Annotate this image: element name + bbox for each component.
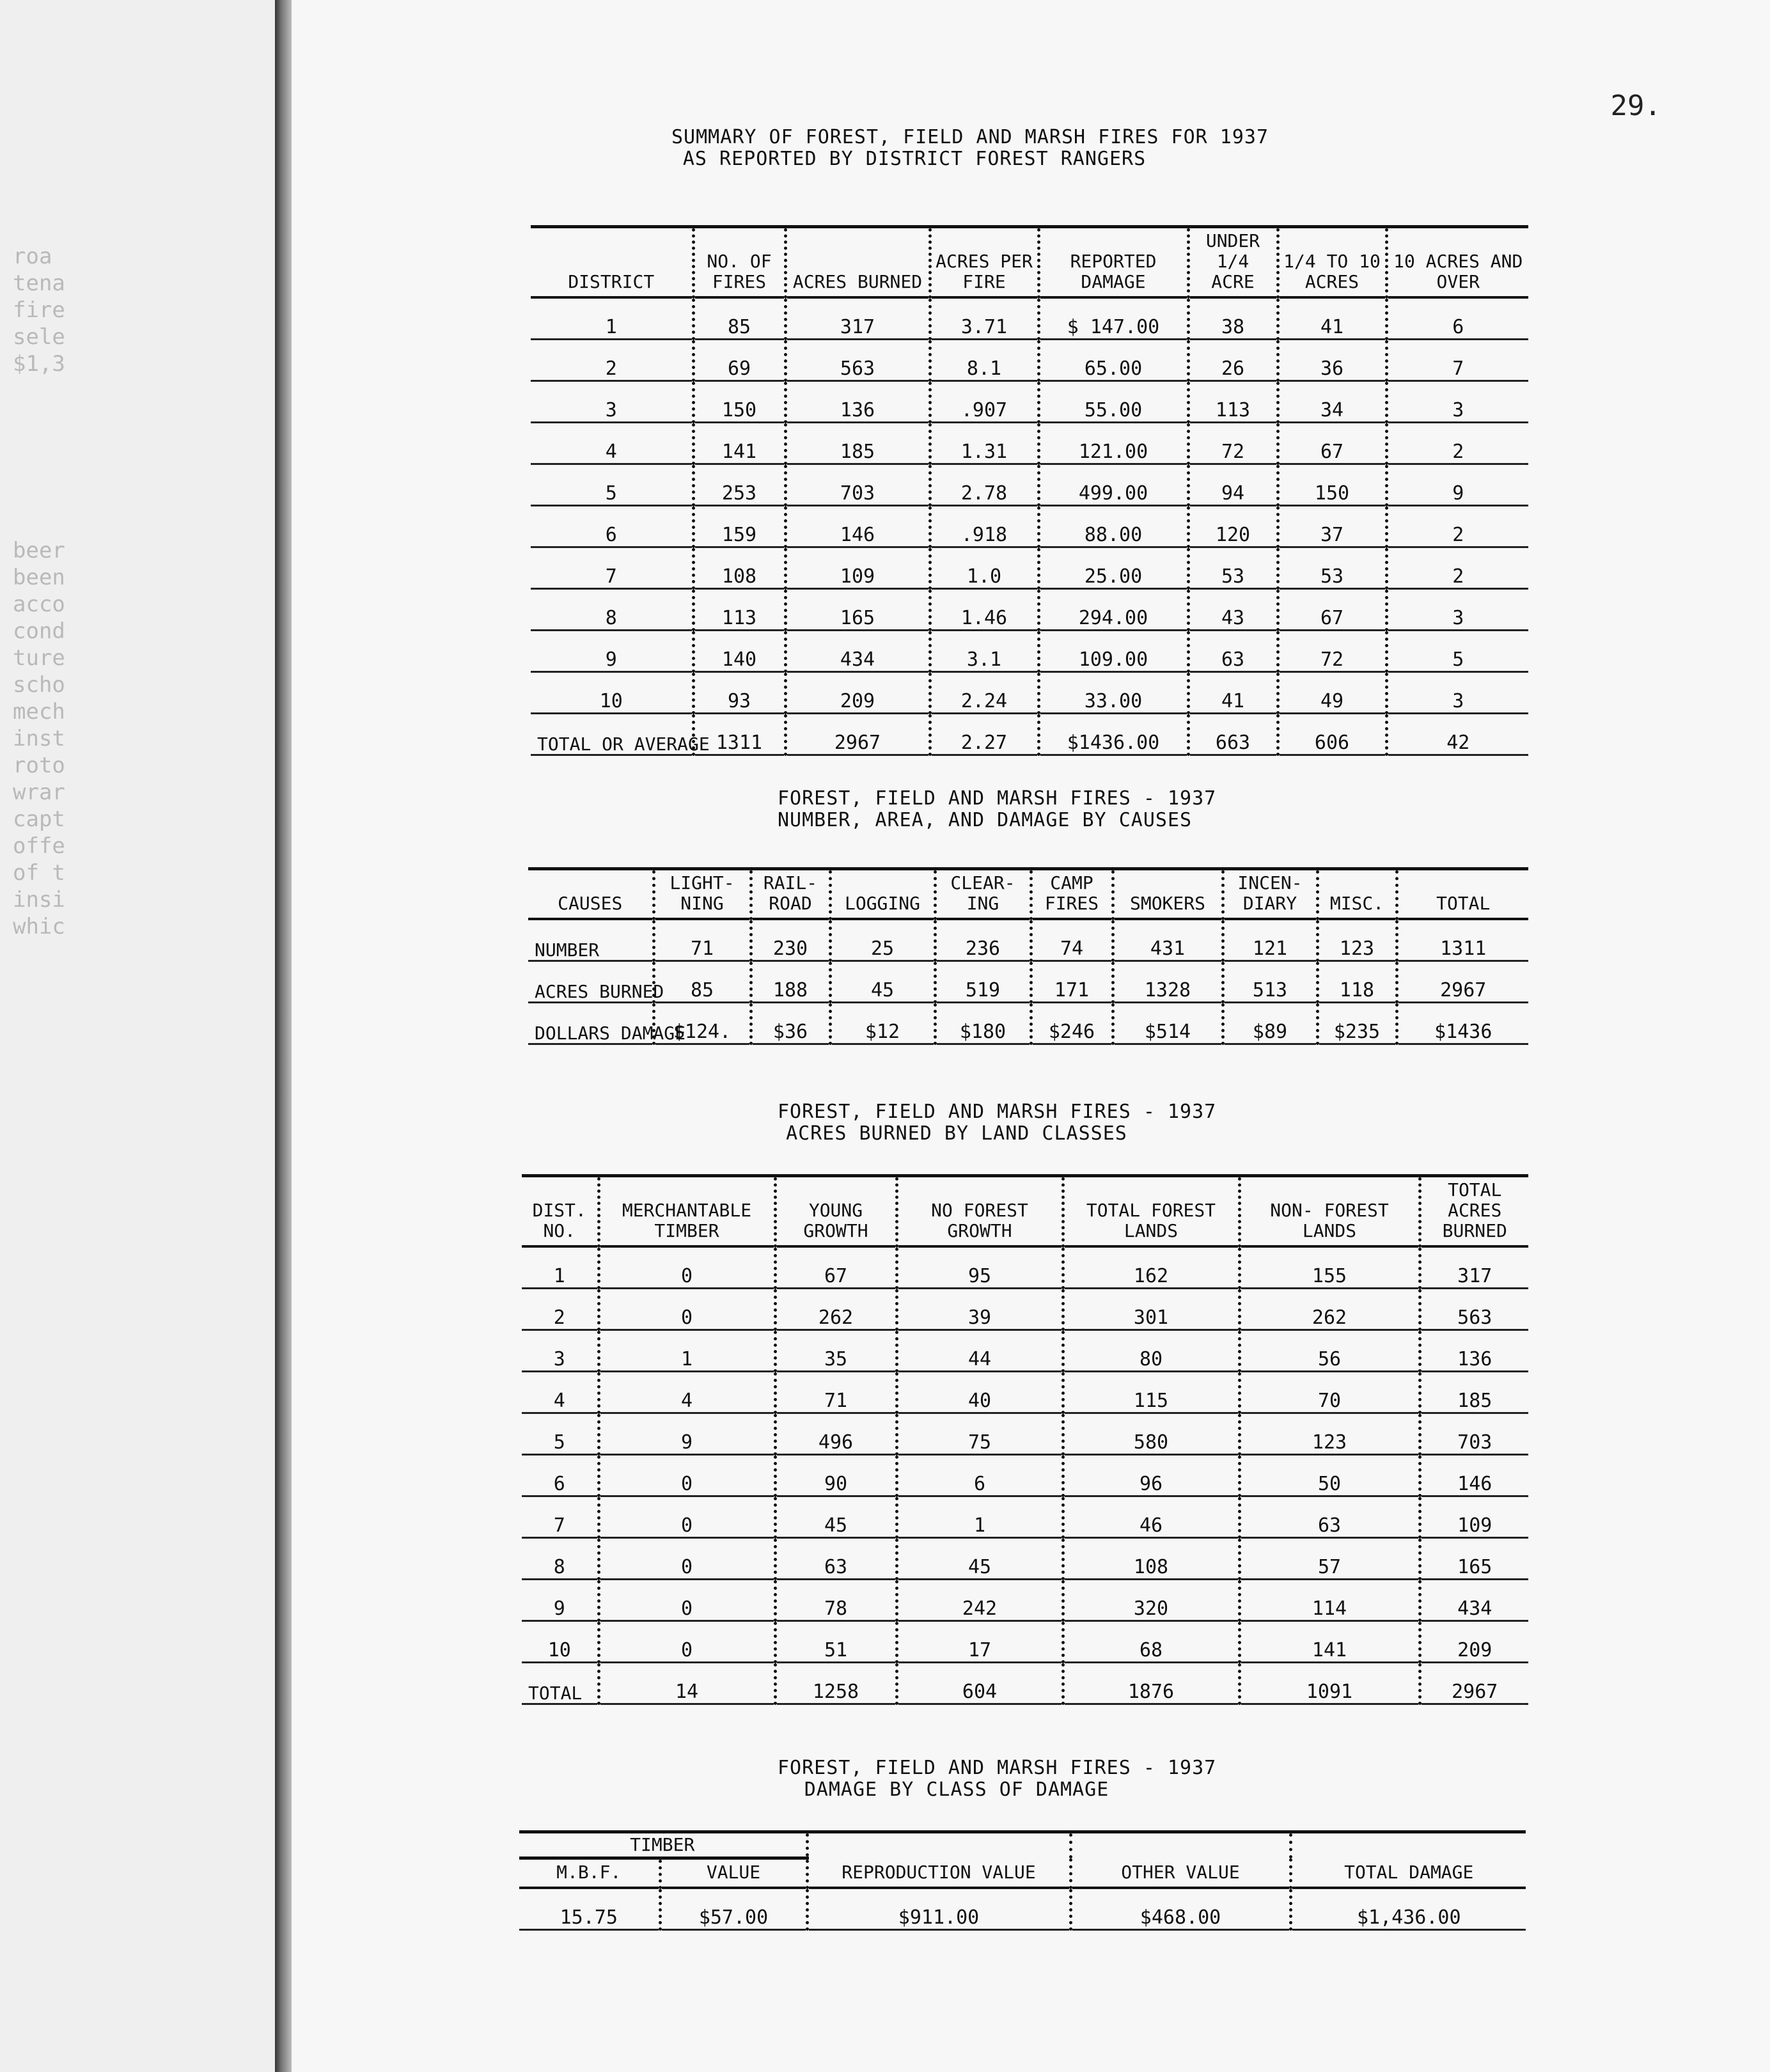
causes-cell: $246 xyxy=(1031,1003,1113,1044)
summary-cell: 3.1 xyxy=(930,631,1038,672)
summary-cell: 88.00 xyxy=(1038,506,1188,547)
table-row xyxy=(522,1538,1528,1580)
summary-cell: 159 xyxy=(693,506,785,547)
land-header-6: TOTAL ACRES BURNED xyxy=(1420,1176,1528,1247)
summary-cell: 63 xyxy=(1188,631,1278,672)
land-row-label: 10 xyxy=(522,1621,599,1663)
summary-cell: 72 xyxy=(1278,631,1386,672)
causes-title xyxy=(778,787,1217,831)
table-row xyxy=(522,1289,1528,1330)
summary-cell: 2.24 xyxy=(930,672,1038,714)
summary-cell: 434 xyxy=(785,631,930,672)
land-cell: 1876 xyxy=(1063,1663,1239,1704)
land-row-label: 9 xyxy=(522,1580,599,1621)
land-cell: 434 xyxy=(1420,1580,1528,1621)
summary-cell: .918 xyxy=(930,506,1038,547)
table-row xyxy=(531,297,1528,340)
land-cell: 67 xyxy=(775,1246,897,1289)
summary-cell: 94 xyxy=(1188,464,1278,506)
land-cell: 0 xyxy=(599,1496,775,1538)
land-row-label: 6 xyxy=(522,1455,599,1496)
damage-title-line2: DAMAGE BY CLASS OF DAMAGE xyxy=(804,1778,1109,1801)
summary-cell: 150 xyxy=(1278,464,1386,506)
summary-cell: 146 xyxy=(785,506,930,547)
causes-table xyxy=(528,867,1528,1045)
summary-header-0: DISTRICT xyxy=(531,227,693,298)
land-row-label: TOTAL xyxy=(522,1663,599,1704)
summary-cell: 2 xyxy=(1386,547,1528,589)
land-cell: 51 xyxy=(775,1621,897,1663)
table-row xyxy=(531,631,1528,672)
land-cell: 4 xyxy=(599,1372,775,1413)
summary-row-label: 1 xyxy=(531,297,693,340)
land-cell: 0 xyxy=(599,1289,775,1330)
causes-cell: $1436 xyxy=(1397,1003,1528,1044)
causes-cell: 2967 xyxy=(1397,961,1528,1003)
summary-row-label: 8 xyxy=(531,589,693,631)
land-cell: 123 xyxy=(1239,1413,1420,1455)
adjacent-page-strip xyxy=(0,0,281,2072)
table-row xyxy=(522,1330,1528,1372)
summary-cell: 5 xyxy=(1386,631,1528,672)
causes-title-line2: NUMBER, AREA, AND DAMAGE BY CAUSES xyxy=(778,809,1193,831)
damage-header-mbf: M.B.F. xyxy=(519,1858,660,1888)
land-cell: 1258 xyxy=(775,1663,897,1704)
causes-cell: 188 xyxy=(751,961,830,1003)
summary-cell: 294.00 xyxy=(1038,589,1188,631)
land-cell: 563 xyxy=(1420,1289,1528,1330)
land-cell: 320 xyxy=(1063,1580,1239,1621)
summary-header-1: NO. OF FIRES xyxy=(693,227,785,298)
land-cell: 155 xyxy=(1239,1246,1420,1289)
causes-cell: 230 xyxy=(751,919,830,961)
causes-cell: 123 xyxy=(1317,919,1397,961)
causes-row-label: NUMBER xyxy=(528,919,654,961)
summary-cell: 37 xyxy=(1278,506,1386,547)
land-title xyxy=(778,1101,1217,1145)
summary-body xyxy=(531,297,1528,755)
land-cell: 71 xyxy=(775,1372,897,1413)
land-title-line2: ACRES BURNED BY LAND CLASSES xyxy=(786,1122,1127,1145)
summary-cell: 108 xyxy=(693,547,785,589)
summary-cell: 165 xyxy=(785,589,930,631)
summary-cell: 113 xyxy=(693,589,785,631)
causes-header-0: CAUSES xyxy=(528,869,654,920)
land-cell: 242 xyxy=(897,1580,1063,1621)
summary-row-label: 5 xyxy=(531,464,693,506)
land-cell: 57 xyxy=(1239,1538,1420,1580)
land-cell: 262 xyxy=(775,1289,897,1330)
summary-cell: 703 xyxy=(785,464,930,506)
causes-row-label: ACRES BURNED xyxy=(528,961,654,1003)
summary-title-line2: AS REPORTED BY DISTRICT FOREST RANGERS xyxy=(682,148,1147,170)
land-cell: 6 xyxy=(897,1455,1063,1496)
summary-cell: 1.46 xyxy=(930,589,1038,631)
bleed-through-text-upper: roa tena fire sele $1,3 xyxy=(13,244,65,377)
table-row xyxy=(531,423,1528,464)
table-row xyxy=(531,340,1528,381)
table-row xyxy=(522,1663,1528,1704)
damage-cell: $468.00 xyxy=(1070,1888,1290,1930)
summary-cell: 93 xyxy=(693,672,785,714)
summary-table xyxy=(531,225,1528,756)
land-cell: 50 xyxy=(1239,1455,1420,1496)
summary-cell: 113 xyxy=(1188,381,1278,423)
land-header-2: YOUNG GROWTH xyxy=(775,1176,897,1247)
table-row xyxy=(531,464,1528,506)
summary-cell: 253 xyxy=(693,464,785,506)
causes-body xyxy=(528,919,1528,1044)
summary-cell: 120 xyxy=(1188,506,1278,547)
summary-cell: 53 xyxy=(1278,547,1386,589)
summary-cell: 663 xyxy=(1188,714,1278,755)
summary-row-label: 2 xyxy=(531,340,693,381)
summary-cell: 2.78 xyxy=(930,464,1038,506)
land-cell: 162 xyxy=(1063,1246,1239,1289)
summary-cell: 1311 xyxy=(693,714,785,755)
land-header-5: NON- FOREST LANDS xyxy=(1239,1176,1420,1247)
causes-cell: 25 xyxy=(830,919,935,961)
bleed-through-text-lower: beer been acco cond ture scho mech inst roto wrar capt offe of t insi whic xyxy=(13,538,65,939)
land-row-label: 7 xyxy=(522,1496,599,1538)
summary-header-5: UNDER 1/4 ACRE xyxy=(1188,227,1278,298)
summary-cell: 185 xyxy=(785,423,930,464)
land-cell: 78 xyxy=(775,1580,897,1621)
summary-header-6: 1/4 TO 10 ACRES xyxy=(1278,227,1386,298)
land-cell: 108 xyxy=(1063,1538,1239,1580)
land-cell: 40 xyxy=(897,1372,1063,1413)
land-cell: 80 xyxy=(1063,1330,1239,1372)
land-cell: 262 xyxy=(1239,1289,1420,1330)
causes-cell: 519 xyxy=(935,961,1031,1003)
land-cell: 68 xyxy=(1063,1621,1239,1663)
table-row xyxy=(531,506,1528,547)
summary-title xyxy=(671,126,1269,170)
causes-cell: 1311 xyxy=(1397,919,1528,961)
summary-cell: 36 xyxy=(1278,340,1386,381)
land-cell: 0 xyxy=(599,1580,775,1621)
land-cell: 17 xyxy=(897,1621,1063,1663)
page-number: 29. xyxy=(1610,90,1661,122)
summary-header-row xyxy=(531,227,1528,298)
damage-table xyxy=(519,1830,1526,1931)
causes-header-7: INCEN- DIARY xyxy=(1223,869,1317,920)
land-cell: 35 xyxy=(775,1330,897,1372)
summary-row-label: 10 xyxy=(531,672,693,714)
causes-cell: $36 xyxy=(751,1003,830,1044)
causes-header-6: SMOKERS xyxy=(1113,869,1223,920)
land-header-4: TOTAL FOREST LANDS xyxy=(1063,1176,1239,1247)
summary-cell: 72 xyxy=(1188,423,1278,464)
summary-row-label: 3 xyxy=(531,381,693,423)
table-row xyxy=(531,714,1528,755)
causes-cell: $514 xyxy=(1113,1003,1223,1044)
summary-cell: 8.1 xyxy=(930,340,1038,381)
summary-cell: 109.00 xyxy=(1038,631,1188,672)
summary-cell: 150 xyxy=(693,381,785,423)
summary-cell: .907 xyxy=(930,381,1038,423)
table-row xyxy=(522,1621,1528,1663)
summary-cell: 3 xyxy=(1386,672,1528,714)
summary-header-4: REPORTED DAMAGE xyxy=(1038,227,1188,298)
table-row xyxy=(528,919,1528,961)
summary-cell: 317 xyxy=(785,297,930,340)
causes-cell: $89 xyxy=(1223,1003,1317,1044)
summary-cell: 141 xyxy=(693,423,785,464)
damage-header-total: TOTAL DAMAGE xyxy=(1290,1832,1526,1888)
land-cell: 317 xyxy=(1420,1246,1528,1289)
summary-header-7: 10 ACRES AND OVER xyxy=(1386,227,1528,298)
land-cell: 44 xyxy=(897,1330,1063,1372)
summary-cell: 2967 xyxy=(785,714,930,755)
land-cell: 96 xyxy=(1063,1455,1239,1496)
land-cell: 1 xyxy=(599,1330,775,1372)
causes-cell: 121 xyxy=(1223,919,1317,961)
land-cell: 185 xyxy=(1420,1372,1528,1413)
land-cell: 63 xyxy=(1239,1496,1420,1538)
land-row-label: 1 xyxy=(522,1246,599,1289)
summary-row-label: 6 xyxy=(531,506,693,547)
table-row xyxy=(528,1003,1528,1044)
summary-cell: 1.31 xyxy=(930,423,1038,464)
summary-cell: 25.00 xyxy=(1038,547,1188,589)
land-cell: 115 xyxy=(1063,1372,1239,1413)
table-row xyxy=(522,1496,1528,1538)
causes-cell: 513 xyxy=(1223,961,1317,1003)
land-cell: 45 xyxy=(897,1538,1063,1580)
book-binding-edge xyxy=(275,0,292,2072)
summary-title-line1: SUMMARY OF FOREST, FIELD AND MARSH FIRES FOR 1937 xyxy=(671,126,1269,148)
causes-header-8: MISC. xyxy=(1317,869,1397,920)
land-header-3: NO FOREST GROWTH xyxy=(897,1176,1063,1247)
causes-cell: 171 xyxy=(1031,961,1113,1003)
land-cell: 95 xyxy=(897,1246,1063,1289)
summary-cell: 41 xyxy=(1188,672,1278,714)
land-title-line1: FOREST, FIELD AND MARSH FIRES - 1937 xyxy=(778,1101,1217,1123)
land-cell: 580 xyxy=(1063,1413,1239,1455)
causes-cell: 71 xyxy=(654,919,751,961)
summary-header-2: ACRES BURNED xyxy=(785,227,930,298)
summary-cell: 67 xyxy=(1278,589,1386,631)
land-cell: 45 xyxy=(775,1496,897,1538)
causes-cell: 431 xyxy=(1113,919,1223,961)
damage-title xyxy=(778,1757,1217,1801)
land-row-label: 2 xyxy=(522,1289,599,1330)
causes-header-4: CLEAR- ING xyxy=(935,869,1031,920)
summary-cell: 85 xyxy=(693,297,785,340)
causes-cell: $12 xyxy=(830,1003,935,1044)
table-row xyxy=(522,1246,1528,1289)
table-row xyxy=(528,961,1528,1003)
table-row xyxy=(531,672,1528,714)
summary-cell: 42 xyxy=(1386,714,1528,755)
land-cell: 90 xyxy=(775,1455,897,1496)
summary-cell: 136 xyxy=(785,381,930,423)
summary-cell: 9 xyxy=(1386,464,1528,506)
land-cell: 604 xyxy=(897,1663,1063,1704)
causes-row-label: DOLLARS DAMAGE xyxy=(528,1003,654,1044)
damage-cell: $57.00 xyxy=(660,1888,807,1930)
causes-cell: 236 xyxy=(935,919,1031,961)
table-row xyxy=(531,589,1528,631)
land-cell: 209 xyxy=(1420,1621,1528,1663)
summary-cell: 1.0 xyxy=(930,547,1038,589)
summary-cell: 49 xyxy=(1278,672,1386,714)
land-row-label: 4 xyxy=(522,1372,599,1413)
causes-cell: 1328 xyxy=(1113,961,1223,1003)
land-cell: 2967 xyxy=(1420,1663,1528,1704)
summary-cell: 34 xyxy=(1278,381,1386,423)
land-body xyxy=(522,1246,1528,1704)
summary-cell: 67 xyxy=(1278,423,1386,464)
summary-cell: 140 xyxy=(693,631,785,672)
damage-header-other: OTHER VALUE xyxy=(1070,1832,1290,1888)
land-cell: 56 xyxy=(1239,1330,1420,1372)
land-header-0: DIST. NO. xyxy=(522,1176,599,1247)
land-classes-table xyxy=(522,1174,1528,1705)
land-cell: 114 xyxy=(1239,1580,1420,1621)
summary-header-3: ACRES PER FIRE xyxy=(930,227,1038,298)
summary-cell: 499.00 xyxy=(1038,464,1188,506)
land-cell: 165 xyxy=(1420,1538,1528,1580)
causes-header-1: LIGHT- NING xyxy=(654,869,751,920)
land-cell: 75 xyxy=(897,1413,1063,1455)
damage-row xyxy=(519,1888,1526,1930)
summary-cell: 38 xyxy=(1188,297,1278,340)
summary-cell: 33.00 xyxy=(1038,672,1188,714)
summary-cell: 6 xyxy=(1386,297,1528,340)
damage-cell: 15.75 xyxy=(519,1888,660,1930)
land-cell: 1091 xyxy=(1239,1663,1420,1704)
damage-group-row xyxy=(519,1832,1526,1858)
summary-cell: 3 xyxy=(1386,589,1528,631)
causes-cell: $180 xyxy=(935,1003,1031,1044)
causes-cell: 118 xyxy=(1317,961,1397,1003)
land-cell: 703 xyxy=(1420,1413,1528,1455)
summary-cell: 606 xyxy=(1278,714,1386,755)
summary-cell: 26 xyxy=(1188,340,1278,381)
land-cell: 14 xyxy=(599,1663,775,1704)
summary-cell: 2 xyxy=(1386,423,1528,464)
land-header-1: MERCHANTABLE TIMBER xyxy=(599,1176,775,1247)
land-cell: 70 xyxy=(1239,1372,1420,1413)
land-cell: 496 xyxy=(775,1413,897,1455)
land-row-label: 8 xyxy=(522,1538,599,1580)
summary-cell: 3.71 xyxy=(930,297,1038,340)
table-row xyxy=(522,1455,1528,1496)
summary-cell: 121.00 xyxy=(1038,423,1188,464)
summary-cell: 7 xyxy=(1386,340,1528,381)
summary-cell: $1436.00 xyxy=(1038,714,1188,755)
summary-cell: 2.27 xyxy=(930,714,1038,755)
summary-cell: $ 147.00 xyxy=(1038,297,1188,340)
table-row xyxy=(531,381,1528,423)
land-row-label: 3 xyxy=(522,1330,599,1372)
causes-header-3: LOGGING xyxy=(830,869,935,920)
causes-header-row xyxy=(528,869,1528,920)
land-cell: 1 xyxy=(897,1496,1063,1538)
land-cell: 46 xyxy=(1063,1496,1239,1538)
summary-cell: 209 xyxy=(785,672,930,714)
summary-cell: 53 xyxy=(1188,547,1278,589)
summary-row-label: TOTAL OR AVERAGE xyxy=(531,714,693,755)
land-cell: 141 xyxy=(1239,1621,1420,1663)
summary-cell: 43 xyxy=(1188,589,1278,631)
summary-cell: 3 xyxy=(1386,381,1528,423)
land-cell: 39 xyxy=(897,1289,1063,1330)
causes-cell: 74 xyxy=(1031,919,1113,961)
causes-cell: 45 xyxy=(830,961,935,1003)
summary-cell: 69 xyxy=(693,340,785,381)
summary-cell: 563 xyxy=(785,340,930,381)
causes-header-2: RAIL- ROAD xyxy=(751,869,830,920)
damage-header-reproduction: REPRODUCTION VALUE xyxy=(807,1832,1070,1888)
land-cell: 9 xyxy=(599,1413,775,1455)
causes-title-line1: FOREST, FIELD AND MARSH FIRES - 1937 xyxy=(778,787,1217,810)
table-row xyxy=(522,1372,1528,1413)
causes-header-9: TOTAL xyxy=(1397,869,1528,920)
land-cell: 0 xyxy=(599,1455,775,1496)
summary-row-label: 9 xyxy=(531,631,693,672)
damage-title-line1: FOREST, FIELD AND MARSH FIRES - 1937 xyxy=(778,1757,1217,1779)
summary-cell: 65.00 xyxy=(1038,340,1188,381)
land-cell: 63 xyxy=(775,1538,897,1580)
causes-header-5: CAMP FIRES xyxy=(1031,869,1113,920)
summary-row-label: 4 xyxy=(531,423,693,464)
land-cell: 146 xyxy=(1420,1455,1528,1496)
summary-row-label: 7 xyxy=(531,547,693,589)
land-cell: 136 xyxy=(1420,1330,1528,1372)
damage-cell: $1,436.00 xyxy=(1290,1888,1526,1930)
land-cell: 301 xyxy=(1063,1289,1239,1330)
damage-cell: $911.00 xyxy=(807,1888,1070,1930)
document-page xyxy=(292,0,1770,2072)
summary-cell: 55.00 xyxy=(1038,381,1188,423)
causes-cell: $124. xyxy=(654,1003,751,1044)
summary-cell: 41 xyxy=(1278,297,1386,340)
causes-cell: $235 xyxy=(1317,1003,1397,1044)
timber-group-header: TIMBER xyxy=(519,1832,807,1858)
land-header-row xyxy=(522,1176,1528,1247)
summary-cell: 109 xyxy=(785,547,930,589)
causes-cell: 85 xyxy=(654,961,751,1003)
land-cell: 0 xyxy=(599,1246,775,1289)
land-cell: 0 xyxy=(599,1538,775,1580)
land-cell: 0 xyxy=(599,1621,775,1663)
damage-header-value: VALUE xyxy=(660,1858,807,1888)
land-cell: 109 xyxy=(1420,1496,1528,1538)
summary-cell: 2 xyxy=(1386,506,1528,547)
land-row-label: 5 xyxy=(522,1413,599,1455)
table-row xyxy=(522,1413,1528,1455)
table-row xyxy=(531,547,1528,589)
table-row xyxy=(522,1580,1528,1621)
